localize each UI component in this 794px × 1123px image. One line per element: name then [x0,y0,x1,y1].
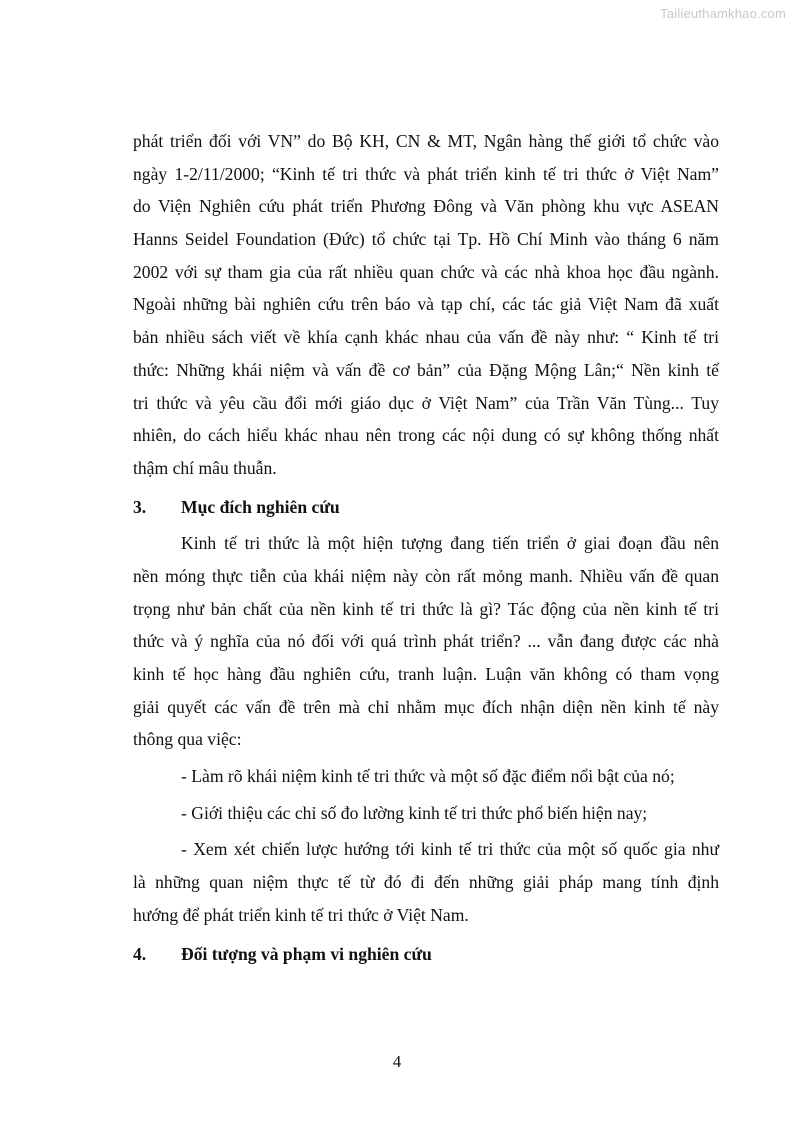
paragraph-line: Hanns Seidel Foundation (Đức) tổ chức tại Tp. Hồ Chí Minh vào tháng 6 năm [133,229,719,250]
paragraph-line: nền móng thực tiễn của khái niệm này còn rất mỏng manh. Nhiều vấn đề quan [133,565,719,586]
paragraph-line: phát triển đối với VN” do Bộ KH, CN & MT, Ngân hàng thế giới tổ chức vào [133,131,719,151]
paragraph-line: thậm chí mâu thuẫn. [133,457,277,478]
section-number: 4. [133,943,147,964]
paragraph-line: Kinh tế tri thức là một hiện tượng đang tiến triển ở giai đoạn đầu nên [181,533,719,554]
paragraph-line: tri thức và yêu cầu đổi mới giáo dục ở Việt Nam” của Trần Văn Tùng... Tuy [133,392,719,413]
paragraph-line: thức: Những khái niệm và vấn đề cơ bản” của Đặng Mộng Lân;“ Nền kinh tế [133,359,719,380]
bullet-item: - Giới thiệu các chỉ số đo lường kinh tế tri thức phổ biến hiện nay; [181,802,648,823]
section-3-paragraph [133,527,719,756]
paragraph-line: kinh tế học hàng đầu nghiên cứu, tranh luận. Luận văn không có tham vọng [133,664,719,684]
paragraph-line: hướng để phát triển kinh tế tri thức ở Việt Nam. [133,904,469,925]
paragraph-line: nhiên, do cách hiểu khác nhau nên trong các nội dung có sự không thống nhất [133,425,719,446]
paragraph-line: giải quyết các vấn đề trên mà chỉ nhằm mục đích nhận diện nền kinh tế này [133,696,719,717]
paragraph-line: trọng như bản chất của nền kinh tế tri thức là gì? Tác động của nền kinh tế tri [133,598,719,619]
section-3-heading [133,491,719,524]
watermark: Tailieuthamkhao.com [660,6,786,21]
paragraph-line: thức và ý nghĩa của nó đối với quá trình phát triển? ... vẫn đang được các nhà [133,631,719,652]
document-page [133,125,719,974]
section-4-heading [133,938,719,971]
bullet-item-multiline [133,833,719,931]
page-number: 4 [392,1052,402,1071]
paragraph-line: thông qua việc: [133,729,242,750]
paragraph-line: Ngoài những bài nghiên cứu trên báo và tạp chí, các tác giả Việt Nam đã xuất [133,294,719,315]
intro-paragraph [133,125,719,485]
section-title: Đối tượng và phạm vi nghiên cứu [181,943,432,964]
paragraph-line: là những quan niệm thực tế từ đó đi đến những giải pháp mang tính định [133,872,719,893]
paragraph-line: bản nhiều sách viết về khía cạnh khác nhau của vấn đề này như: “ Kinh tế tri [133,327,719,348]
section-number: 3. [133,496,147,517]
section-title: Mục đích nghiên cứu [181,496,340,517]
paragraph-line: - Xem xét chiến lược hướng tới kinh tế tri thức của một số quốc gia như [181,839,719,860]
paragraph-line: 2002 với sự tham gia của rất nhiều quan chức và các nhà khoa học đầu ngành. [133,261,719,282]
paragraph-line: ngày 1-2/11/2000; “Kinh tế tri thức và phát triển kinh tế tri thức ở Việt Nam” [133,163,719,184]
bullet-item: - Làm rõ khái niệm kinh tế tri thức và một số đặc điểm nổi bật của nó; [181,766,675,787]
paragraph-line: do Viện Nghiên cứu phát triển Phương Đông và Văn phòng khu vực ASEAN [133,196,719,217]
